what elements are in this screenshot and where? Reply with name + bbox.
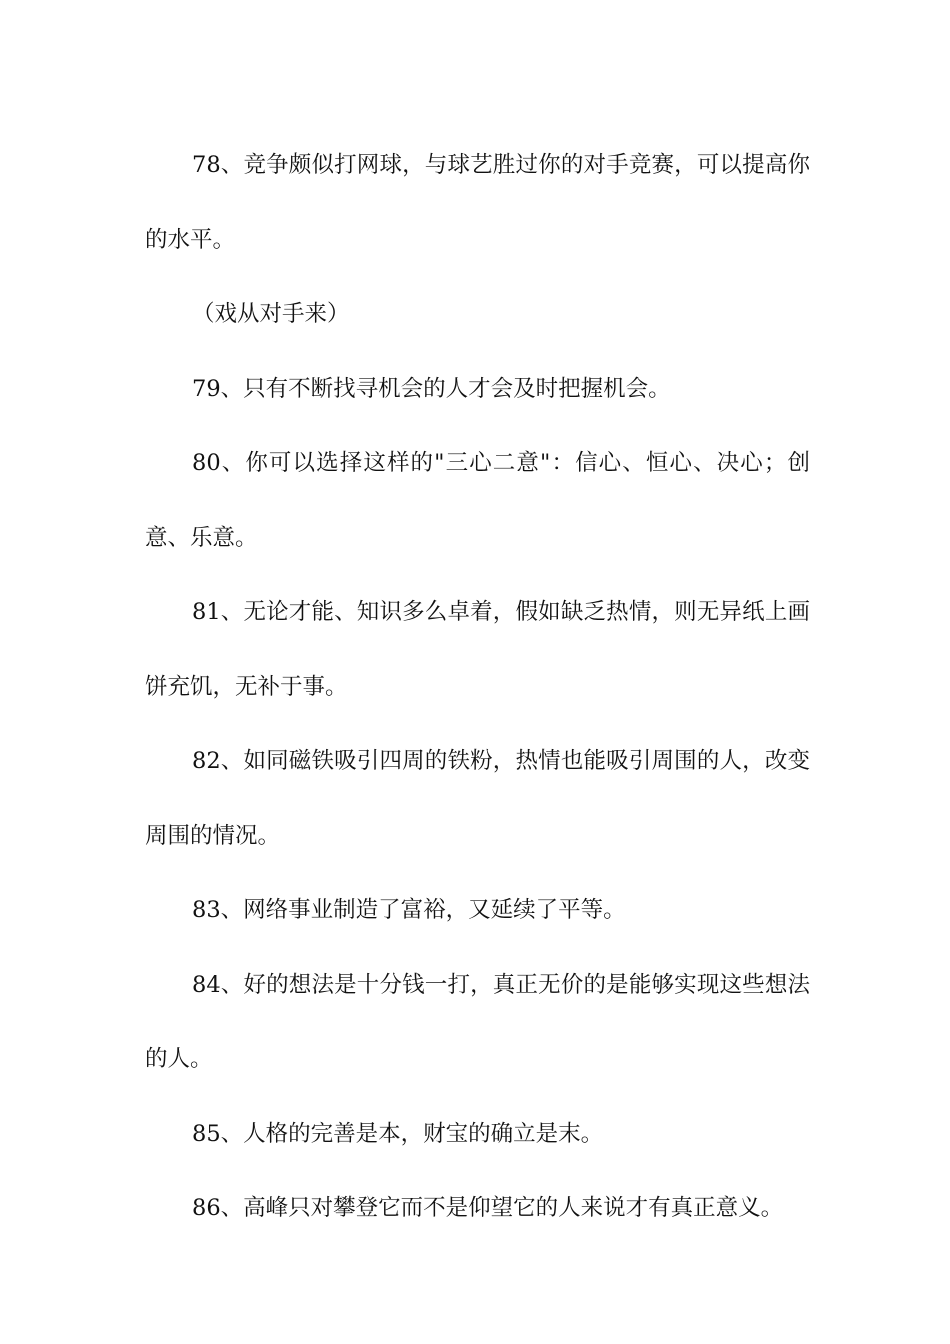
document-body <box>145 128 810 1246</box>
paragraph-82: 82、如同磁铁吸引四周的铁粉，热情也能吸引周围的人，改变周围的情况。 <box>145 748 810 849</box>
paragraph-78: 78、竞争颇似打网球，与球艺胜过你的对手竞赛，可以提高你的水平。 <box>145 152 810 253</box>
paragraph-85: 85、人格的完善是本，财宝的确立是末。 <box>192 1120 604 1147</box>
paragraph-83: 83、网络事业制造了富裕，又延续了平等。 <box>192 897 626 923</box>
paragraph-84: 84、好的想法是十分钱一打，真正无价的是能够实现这些想法的人。 <box>145 971 810 1072</box>
paragraph-86: 86、高峰只对攀登它而不是仰望它的人来说才有真正意义。 <box>192 1195 784 1221</box>
paragraph-79: 79、只有不断找寻机会的人才会及时把握机会。 <box>192 375 671 402</box>
paragraph-81: 81、无论才能、知识多么卓着，假如缺乏热情，则无异纸上画饼充饥，无补于事。 <box>145 599 810 700</box>
paragraph-source-note: （戏从对手来） <box>192 301 350 327</box>
paragraph-80: 80、你可以选择这样的"三心二意"：信心、恒心、决心；创意、乐意。 <box>145 450 810 551</box>
